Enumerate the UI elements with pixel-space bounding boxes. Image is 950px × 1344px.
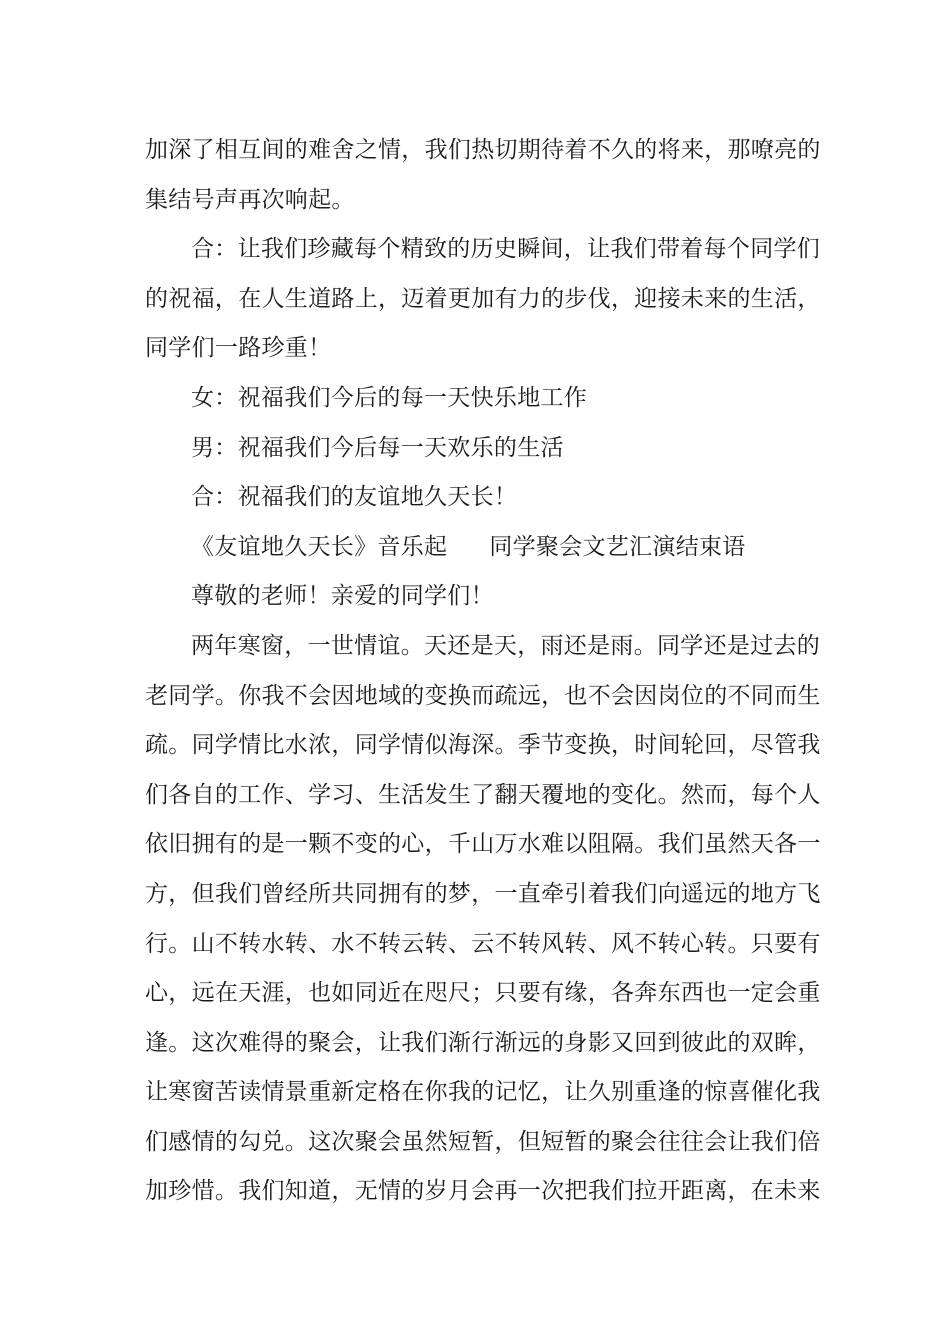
text-line: 合：让我们珍藏每个精致的历史瞬间，让我们带着每个同学们 — [191, 236, 821, 263]
paragraph-male-line — [145, 424, 817, 474]
text-line: 让寒窗苦读情景重新定格在你我的记忆，让久别重逢的惊喜催化我 — [145, 1079, 821, 1106]
text-line: 依旧拥有的是一颗不变的心，千山万水难以阻隔。我们虽然天各一 — [145, 831, 821, 858]
text-line: 们各自的工作、学习、生活发生了翻天覆地的变化。然而，每个人 — [145, 781, 821, 808]
paragraph-music-cue-and-title — [145, 523, 817, 573]
paragraph-greeting — [145, 572, 817, 622]
text-line: 加深了相互间的难舍之情，我们热切期待着不久的将来，那嘹亮的 — [145, 137, 821, 163]
document-body — [145, 126, 821, 1217]
section-title: 同学聚会文艺汇演结束语 — [489, 533, 746, 560]
text-line: 方，但我们曾经所共同拥有的梦，一直牵引着我们向遥远的地方飞 — [145, 880, 821, 907]
text-line: 加珍惜。我们知道，无情的岁月会再一次把我们拉开距离，在未来 — [145, 1178, 821, 1205]
text-line: 老同学。你我不会因地域的变换而疏远，也不会因岗位的不同而生 — [145, 682, 821, 709]
text-line: 疏。同学情比水浓，同学情似海深。季节变换，时间轮回，尽管我 — [145, 732, 821, 759]
paragraph-chorus-line — [145, 473, 817, 523]
text-line: 逢。这次难得的聚会，让我们渐行渐远的身影又回到彼此的双眸， — [145, 1029, 821, 1056]
text-line: 合：祝福我们的友谊地久天长！ — [191, 484, 518, 511]
text-line: 两年寒窗，一世情谊。天还是天，雨还是雨。同学还是过去的 — [191, 632, 821, 659]
text-line: 的祝福，在人生道路上，迈着更加有力的步伐，迎接未来的生活， — [145, 285, 821, 312]
paragraph-continuation — [145, 126, 821, 225]
text-line: 心，远在天涯，也如同近在咫尺；只要有缘，各奔东西也一定会重 — [145, 980, 821, 1007]
text-line: 集结号声再次响起。 — [145, 186, 355, 213]
music-cue: 《友谊地久天长》音乐起 — [191, 533, 448, 560]
text-line: 们感情的勾兑。这次聚会虽然短暂，但短暂的聚会往往会让我们倍 — [145, 1128, 821, 1155]
paragraph-chorus-closing — [145, 225, 821, 374]
text-line: 同学们一路珍重！ — [145, 335, 332, 362]
text-line: 男：祝福我们今后每一天欢乐的生活 — [191, 434, 564, 461]
text-line: 行。山不转水转、水不转云转、云不转风转、风不转心转。只要有 — [145, 930, 821, 957]
text-line: 尊敬的老师！亲爱的同学们！ — [191, 583, 494, 610]
paragraph-body — [145, 622, 821, 1217]
paragraph-female-line — [145, 374, 817, 424]
text-line: 女：祝福我们今后的每一天快乐地工作 — [191, 384, 588, 411]
text-line — [145, 523, 817, 573]
